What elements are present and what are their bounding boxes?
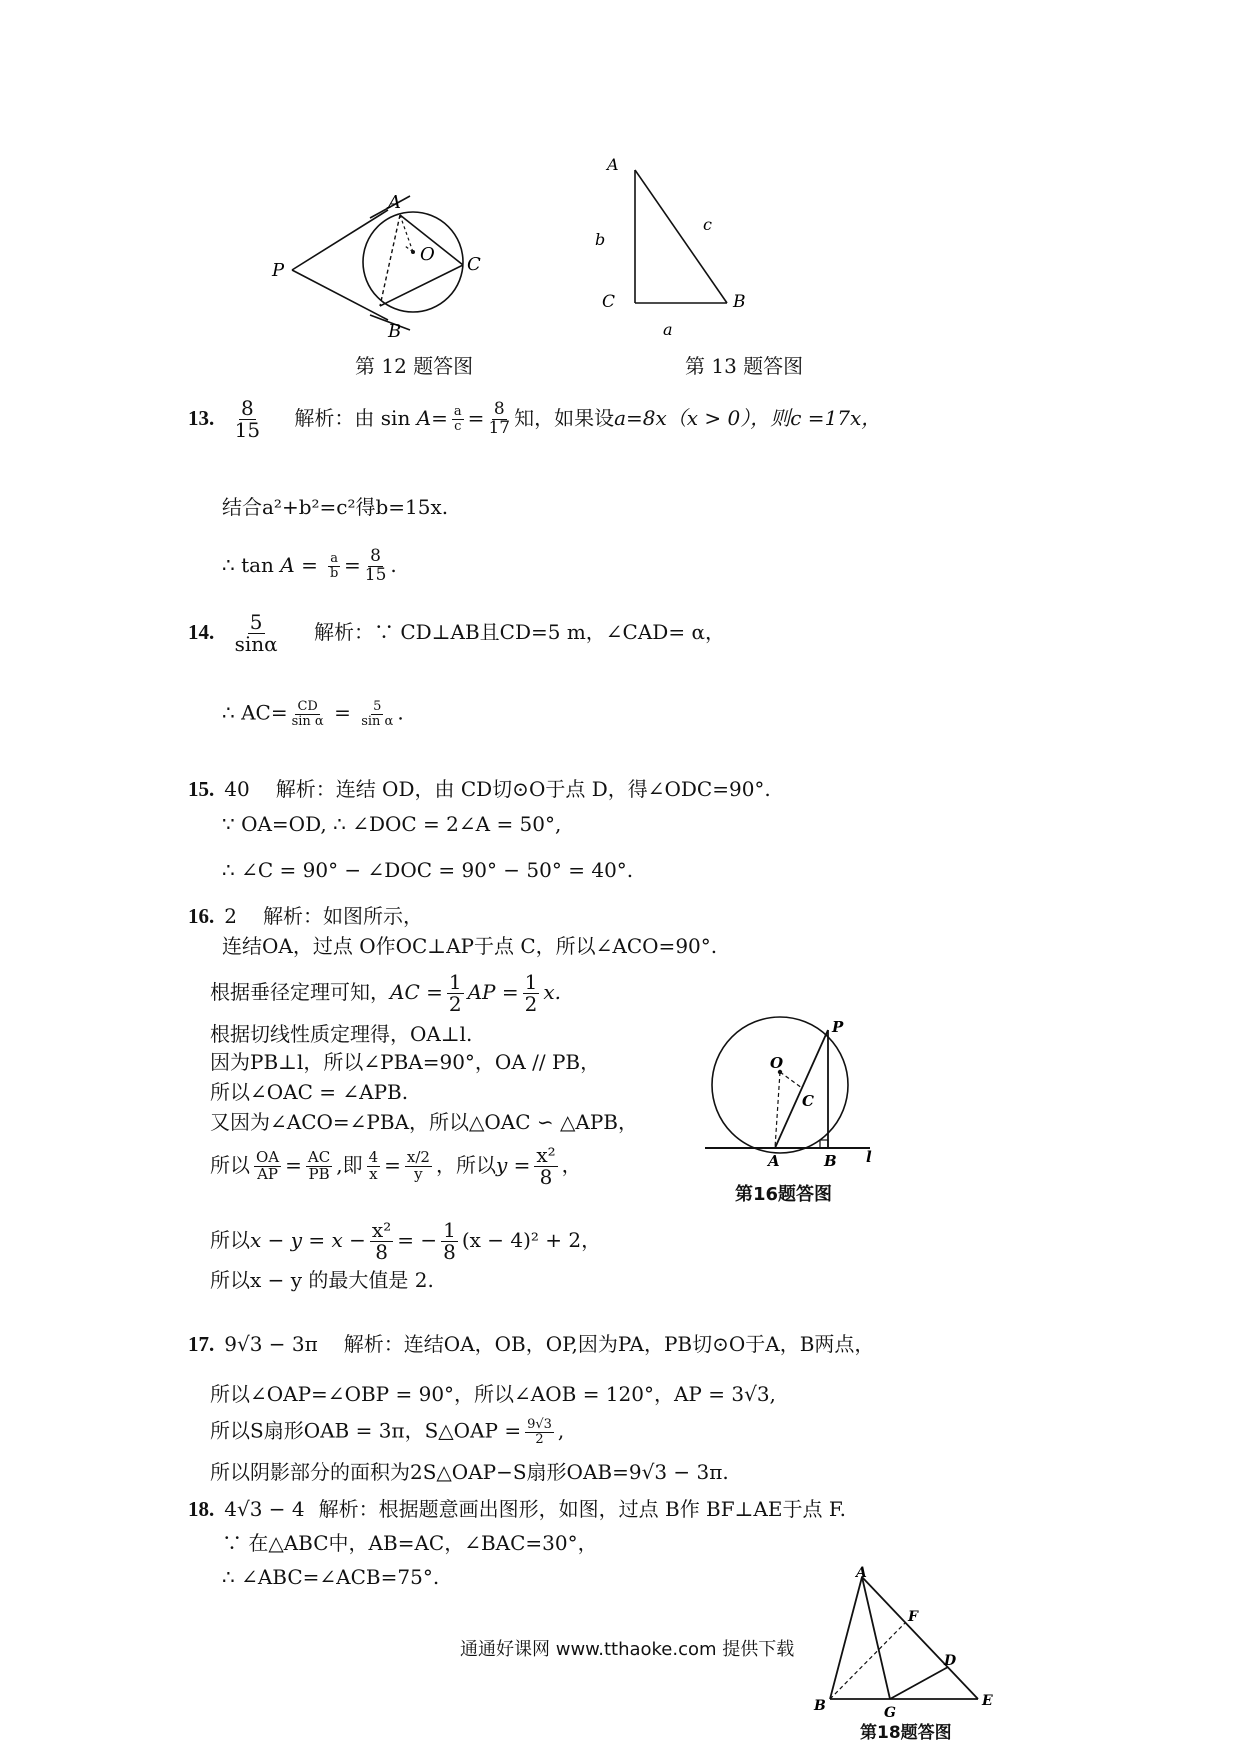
q16-line2: 连结OA，过点 O作OC⊥AP于点 C，所以∠ACO=90°.: [222, 934, 718, 958]
fig13-label-a-side: a: [663, 320, 673, 339]
q14-answer: $\frac{5}{\sin\alpha}$: [234, 610, 278, 656]
fig16-label-l: l: [866, 1148, 872, 1166]
figure-12: [270, 190, 510, 345]
page-footer: 通通好课网 www.tthaoke.com 提供下载: [460, 1639, 795, 1660]
fig13-label-c: C: [602, 292, 616, 312]
q13-number: 13.: [188, 406, 215, 430]
q15-line2: ∵ OA=OD, ∴ ∠DOC = 2∠A = 50°,: [222, 812, 562, 836]
q14-number: 14.: [188, 620, 215, 644]
fig18-label-g: G: [884, 1705, 896, 1720]
fig18-label-b: B: [814, 1698, 826, 1714]
fig18-label-f: F: [908, 1609, 918, 1625]
q16-line10: 所以x − y 的最大值是 2.: [210, 1268, 434, 1292]
fig16-label-o: O: [770, 1054, 784, 1072]
q18-line2: ∵ 在△ABC中，AB=AC，∠BAC=30°，: [222, 1531, 598, 1555]
q16-number: 16.: [188, 904, 215, 928]
q18-number: 18.: [188, 1497, 215, 1521]
q16-line6: 所以∠OAC = ∠APB.: [210, 1080, 409, 1104]
fig18-caption: 第18题答图: [860, 1723, 952, 1743]
fig16-label-p: P: [832, 1018, 844, 1036]
q15-line3: ∴ ∠C = 90° − ∠DOC = 90° − 50° = 40°.: [222, 858, 634, 882]
fig18-label-e: E: [982, 1693, 993, 1709]
q15-line1: 15. 40 解析：连结 OD，由 CD切⊙O于点 D，得∠ODC=90°.: [188, 777, 771, 801]
fig16-caption: 第16题答图: [735, 1184, 833, 1205]
fig16-label-b: B: [824, 1152, 837, 1170]
q18-line3: ∴ ∠ABC=∠ACB=75°.: [222, 1565, 440, 1589]
fig12-label-b: B: [388, 321, 402, 342]
q15-answer: 40: [224, 777, 250, 801]
fig18-label-d: D: [944, 1653, 957, 1669]
fig18-label-a: A: [856, 1565, 867, 1581]
fig12-caption: 第 12 题答图: [355, 354, 474, 378]
fig13-caption: 第 13 题答图: [685, 354, 804, 378]
q16-line1: 16. 2 解析：如图所示，: [188, 904, 423, 928]
q16-line5: 因为PB⊥l，所以∠PBA=90°，OA // PB，: [210, 1050, 601, 1074]
fig12-label-c: C: [467, 254, 481, 275]
q13-line2: 结合a²+b²=c²得b=15x.: [222, 495, 449, 519]
q17-line3: 所以S扇形OAB = 3π，S△OAP = $\frac{9√3}{2}$ ,: [210, 1417, 565, 1447]
q17-line2: 所以∠OAP=∠OBP = 90°，所以∠AOB = 120°，AP = 3√3,: [210, 1382, 776, 1406]
figure-18: [800, 1565, 1000, 1720]
q15-number: 15.: [188, 777, 215, 801]
fig13-label-b: B: [733, 292, 746, 312]
fig13-label-b-side: b: [595, 230, 606, 249]
q16-line9: 所以x − y = x − $\frac{\text{x²}}{8}$ = − $\frac{1}{8}$ (x − 4)² + 2，: [210, 1218, 602, 1264]
q16-answer: 2: [224, 904, 237, 928]
q17-number: 17.: [188, 1332, 215, 1356]
q18-answer: 4√3 − 4: [224, 1497, 305, 1521]
q16-line7: 又因为∠ACO=∠PBA，所以△OAC ∽ △APB，: [210, 1110, 638, 1134]
q14-line2: ∴ AC= $\frac{CD}{\text{sin α}}$ = $\frac{5}{\text{sin α}}$ .: [222, 699, 404, 729]
q16-line3: 根据垂径定理可知，AC = $\frac{1}{2}$ AP = $\frac{1}{2}$ x.: [210, 970, 561, 1016]
fig16-label-a: A: [768, 1152, 780, 1170]
figure-16: [700, 1010, 885, 1170]
figure-13: [595, 155, 775, 345]
q17-line4: 所以阴影部分的面积为2S△OAP−S扇形OAB=9√3 − 3π.: [210, 1460, 729, 1484]
fig13-label-a: A: [607, 155, 619, 174]
fig12-label-o: O: [420, 244, 435, 265]
q17-line1: 17. 9√3 − 3π 解析：连结OA，OB，OP,因为PA，PB切⊙O于A，B两点，: [188, 1332, 875, 1356]
q14-line1: 14. $\frac{5}{\sin\alpha}$ 解析：∵ CD⊥AB且CD=5 m，∠CAD= α，: [188, 610, 725, 656]
fig12-label-a: A: [388, 192, 401, 213]
fig16-label-c: C: [802, 1092, 814, 1110]
q17-answer: 9√3 − 3π: [224, 1332, 318, 1356]
q13-line3: ∴ tan A = $\frac{a}{b}$ = $\frac{8}{15}$ .: [222, 546, 397, 585]
fig12-label-p: P: [272, 260, 285, 281]
q16-line4: 根据切线性质定理得，OA⊥l.: [210, 1022, 473, 1046]
q13-line1: 13. $\frac{8}{15}$ 解析：由 sin A= $\frac{a}{c}$ = $\frac{8}{17}$ 知，如果设a=8x（x > 0），则c =17x，: [188, 396, 882, 442]
q18-line1: 18. 4√3 − 4 解析：根据题意画出图形，如图，过点 B作 BF⊥AE于点 F.: [188, 1497, 846, 1521]
q16-line8: 所以 $\frac{OA}{AP}$ = $\frac{AC}{PB}$ ,即 $\frac{4}{x}$ = $\frac{x/2}{y}$ ，所以y = $\frac{\text{x²}}{8}$ ，: [210, 1143, 582, 1189]
q13-answer: $\frac{8}{15}$: [234, 396, 261, 442]
fig13-label-c-side: c: [703, 215, 712, 234]
